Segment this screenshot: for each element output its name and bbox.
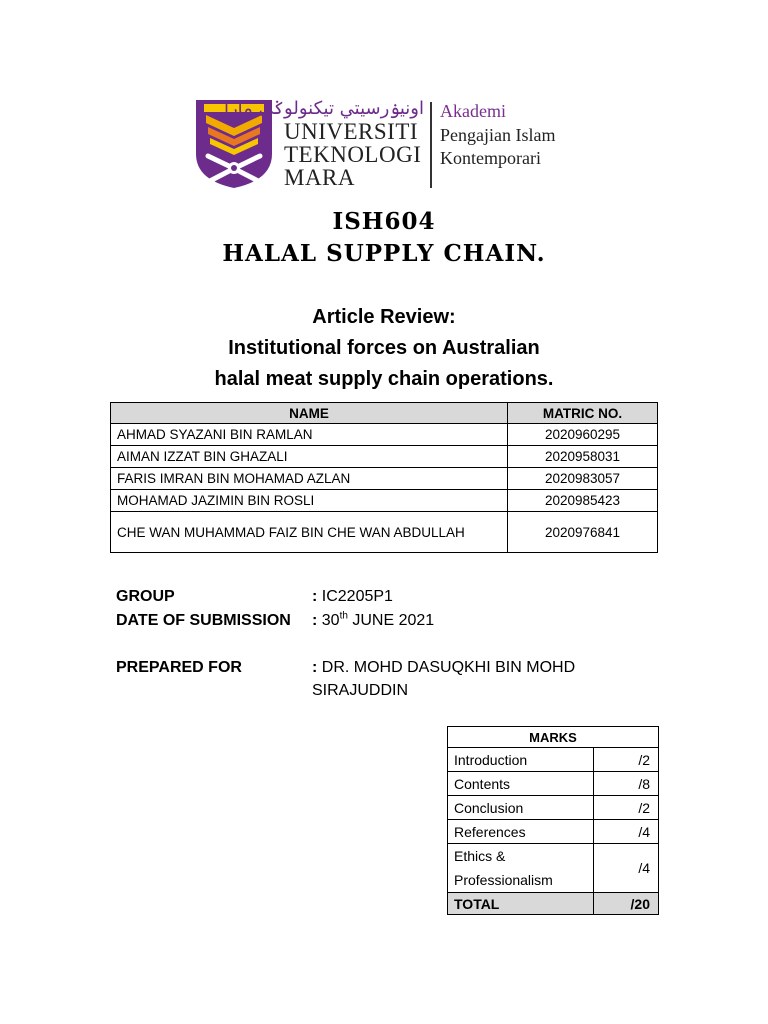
separator: : <box>312 612 318 629</box>
mark-score: /2 <box>594 796 659 820</box>
university-line-3: MARA <box>284 165 356 190</box>
table-row <box>448 772 659 796</box>
table-row <box>448 796 659 820</box>
member-matric: 2020983057 <box>508 468 658 490</box>
review-line-2: Institutional forces on Australian <box>228 337 540 359</box>
uitm-logo-header <box>194 98 584 190</box>
table-row <box>448 844 659 893</box>
date-label: DATE OF SUBMISSION <box>116 612 291 629</box>
separator: : <box>312 659 318 676</box>
academy-line-3: Kontemporari <box>440 148 541 168</box>
article-review-title <box>0 302 768 395</box>
members-table <box>110 402 658 553</box>
academy-line-1: Akademi <box>440 101 506 121</box>
mark-score: /8 <box>594 772 659 796</box>
course-name: HALAL SUPPLY CHAIN. <box>222 240 546 267</box>
mark-score: /4 <box>594 844 659 893</box>
member-name: MOHAMAD JAZIMIN BIN ROSLI <box>111 490 508 512</box>
table-row <box>111 446 658 468</box>
table-row <box>448 748 659 772</box>
logo-divider <box>430 102 432 188</box>
date-value <box>312 609 642 632</box>
jawi-university-name: اونيۏرسيتي تيكنولوݢي مارا <box>223 98 424 119</box>
group-code: IC2205P1 <box>321 588 393 605</box>
table-row <box>111 468 658 490</box>
university-line-1: UNIVERSITI <box>284 119 419 144</box>
prepared-label: PREPARED FOR <box>116 659 242 676</box>
table-row <box>111 424 658 446</box>
marks-table-header <box>448 727 659 748</box>
date-day: 30 <box>321 612 340 629</box>
group-label: GROUP <box>116 588 175 605</box>
matric-column-header: MATRIC NO. <box>508 403 658 424</box>
mark-item: Conclusion <box>448 796 594 820</box>
mark-item: Ethics & Professionalism <box>448 844 594 893</box>
total-row <box>448 893 659 915</box>
date-month-year: JUNE 2021 <box>352 612 435 629</box>
table-row <box>111 512 658 553</box>
member-name: FARIS IMRAN BIN MOHAMAD AZLAN <box>111 468 508 490</box>
course-code: ISH604 <box>332 208 436 235</box>
mark-item: Introduction <box>448 748 594 772</box>
table-row <box>111 490 658 512</box>
university-line-2: TEKNOLOGI <box>284 142 422 167</box>
member-name: AHMAD SYAZANI BIN RAMLAN <box>111 424 508 446</box>
group-value <box>312 585 642 608</box>
member-matric: 2020958031 <box>508 446 658 468</box>
mark-item: References <box>448 820 594 844</box>
academy-line-2: Pengajian Islam <box>440 125 556 145</box>
date-suffix: th <box>339 610 348 622</box>
separator: : <box>312 588 318 605</box>
review-line-1: Article Review: <box>312 306 456 328</box>
total-label: TOTAL <box>448 893 594 915</box>
member-matric: 2020960295 <box>508 424 658 446</box>
table-row <box>448 820 659 844</box>
member-matric: 2020985423 <box>508 490 658 512</box>
member-name: AIMAN IZZAT BIN GHAZALI <box>111 446 508 468</box>
review-line-3: halal meat supply chain operations. <box>214 368 554 390</box>
member-name: CHE WAN MUHAMMAD FAIZ BIN CHE WAN ABDULLAH <box>111 512 508 553</box>
total-score: /20 <box>594 893 659 915</box>
mark-score: /2 <box>594 748 659 772</box>
name-column-header: NAME <box>111 403 508 424</box>
marks-table <box>447 726 659 915</box>
member-matric: 2020976841 <box>508 512 658 553</box>
marks-header: MARKS <box>448 727 659 748</box>
prepared-value <box>312 656 642 702</box>
lecturer-name: DR. MOHD DASUQKHI BIN MOHD SIRAJUDDIN <box>312 659 576 699</box>
mark-score: /4 <box>594 820 659 844</box>
members-table-header <box>111 403 658 424</box>
mark-item: Contents <box>448 772 594 796</box>
